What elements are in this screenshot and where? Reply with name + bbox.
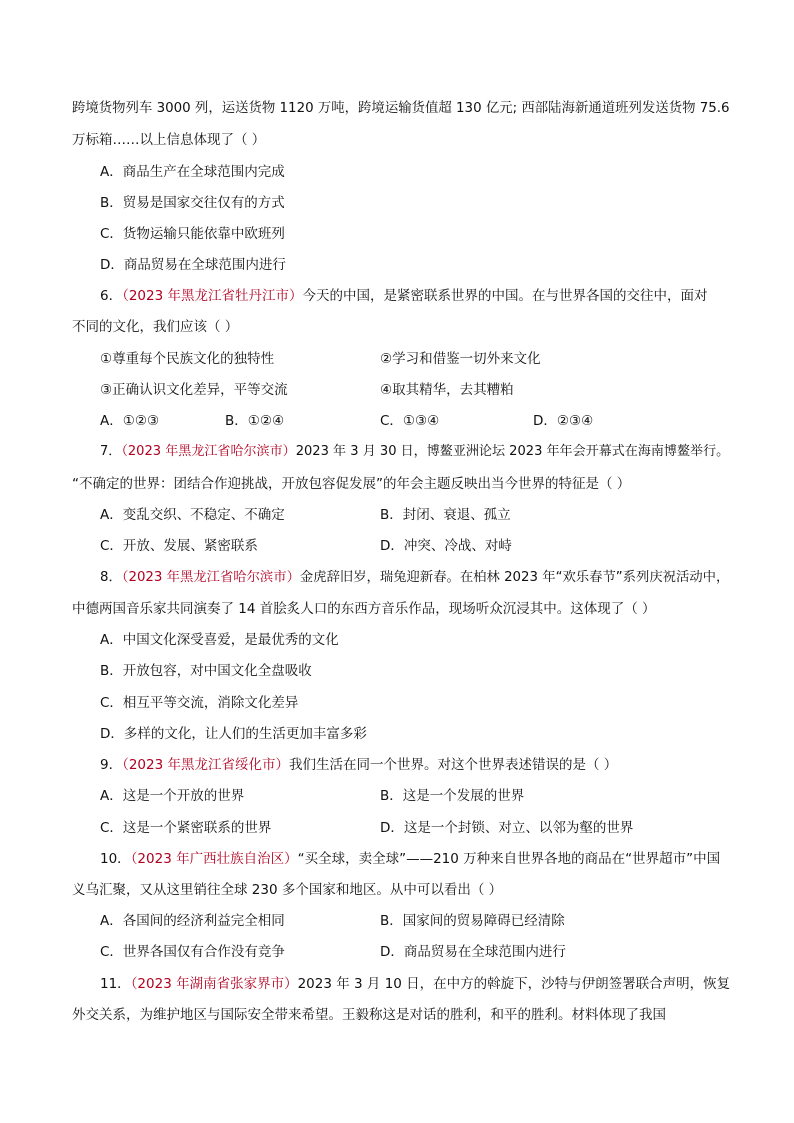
statement-2: ②学习和借鉴一切外来文化: [380, 351, 541, 367]
question-10-stem-2: 义乌汇聚，又从这里销往全球 230 多个国家和地区。从中可以看出（ ）: [72, 882, 503, 898]
question-text: “买全球，卖全球”——210 万种来自世界各地的商品在“世界超市”中国: [297, 851, 721, 867]
option-a: A．各国间的经济利益完全相同: [100, 913, 285, 929]
question-8-option-c: C．相互平等交流，消除文化差异: [100, 695, 299, 711]
intro-option-a: A．商品生产在全球范围内完成: [100, 164, 285, 180]
option-d: D．商品贸易在全球范围内进行: [380, 944, 566, 960]
question-text: 今天的中国，是紧密联系世界的中国。在与世界各国的交往中，面对: [302, 288, 708, 304]
option-c: C．开放、发展、紧密联系: [100, 538, 258, 554]
question-7-stem: [100, 442, 729, 462]
question-8-stem: [100, 568, 729, 588]
question-number: 8．: [100, 570, 122, 585]
question-text: 2023 年 3 月 30 日，博鳌亚洲论坛 2023 年年会开幕式在海南博鳌举行。: [295, 444, 730, 459]
option-a: A．变乱交织、不稳定、不确定: [100, 507, 285, 523]
option-b: B．①②④: [225, 413, 285, 429]
option-d: D．②③④: [533, 413, 594, 429]
question-10-options-row-2: [100, 942, 566, 962]
question-6-statements-row-1: [100, 349, 541, 369]
question-source: （2023 年黑龙江省牡丹江市）: [122, 288, 303, 304]
question-number: 7．: [100, 444, 122, 459]
question-source: （2023 年湖南省张家界市）: [130, 976, 298, 992]
question-7-stem-2: “不确定的世界：团结合作迎挑战，开放包容促发展”的年会主题反映出当今世界的特征是（ ）: [72, 476, 631, 492]
question-source: （2023 年黑龙江省哈尔滨市）: [121, 570, 300, 585]
option-c: C．世界各国仅有合作没有竞争: [100, 944, 285, 960]
option-d: D．这是一个封锁、对立、以邻为壑的世界: [380, 820, 634, 836]
question-11-stem-2: 外交关系，为维护地区与国际安全带来希望。王毅称这是对话的胜利，和平的胜利。材料体现了我国: [72, 1007, 666, 1023]
question-text: 金虎辞旧岁，瑞兔迎新春。在柏林 2023 年“欢乐春节”系列庆祝活动中，: [299, 570, 730, 585]
question-text: 我们生活在同一个世界。对这个世界表述错误的是（ ）: [289, 757, 618, 773]
question-source: （2023 年黑龙江省哈尔滨市）: [121, 444, 296, 459]
question-9-stem: [100, 755, 617, 775]
option-a: A．①②③: [100, 413, 160, 429]
option-d: D．冲突、冷战、对峙: [380, 538, 512, 554]
intro-line-2: 万标箱……以上信息体现了（ ）: [72, 132, 266, 148]
statement-1: ①尊重每个民族文化的独特性: [100, 351, 275, 367]
intro-line-1: 跨境货物列车 3000 列，运送货物 1120 万吨，跨境运输货值超 130 亿元; 西部陆海新通道班列发送货物 75.6: [72, 101, 730, 116]
question-7-options-row-1: [100, 505, 511, 525]
question-number: 10．: [100, 851, 131, 867]
question-6-stem-2: 不同的文化，我们应该（ ）: [72, 319, 239, 335]
option-b: B．国家间的贸易障碍已经清除: [380, 913, 565, 929]
question-8-option-b: B．开放包容，对中国文化全盘吸收: [100, 663, 312, 679]
question-9-options-row-1: [100, 786, 525, 806]
question-11-stem: [100, 974, 730, 994]
intro-option-b: B．贸易是国家交往仅有的方式: [100, 195, 285, 211]
question-6-statements-row-2: [100, 380, 514, 400]
question-number: 6．: [100, 288, 123, 304]
question-source: （2023 年黑龙江省绥化市）: [122, 757, 289, 773]
question-8-option-a: A．中国文化深受喜爱，是最优秀的文化: [100, 632, 339, 648]
question-9-options-row-2: [100, 818, 634, 838]
statement-4: ④取其精华，去其糟粕: [380, 382, 514, 398]
question-number: 11．: [100, 976, 131, 992]
option-a: A．这是一个开放的世界: [100, 788, 245, 804]
question-number: 9．: [100, 757, 123, 773]
question-text: 2023 年 3 月 10 日，在中方的斡旋下，沙特与伊朗签署联合声明，恢复: [297, 976, 731, 992]
question-8-stem-2: 中德两国音乐家共同演奏了 14 首脍炙人口的东西方音乐作品，现场听众沉浸其中。这体现了（ ）: [72, 601, 656, 617]
question-6-options: [100, 411, 594, 431]
question-10-stem: [100, 849, 720, 869]
option-c: C．①③④: [380, 413, 440, 429]
question-10-options-row-1: [100, 911, 565, 931]
option-b: B．这是一个发展的世界: [380, 788, 525, 804]
question-source: （2023 年广西壮族自治区）: [130, 851, 298, 867]
option-c: C．这是一个紧密联系的世界: [100, 820, 272, 836]
intro-option-d: D．商品贸易在全球范围内进行: [100, 257, 286, 273]
intro-option-c: C．货物运输只能依靠中欧班列: [100, 226, 285, 242]
question-7-options-row-2: [100, 536, 512, 556]
option-b: B．封闭、衰退、孤立: [380, 507, 511, 523]
question-6-stem: [100, 286, 708, 306]
statement-3: ③正确认识文化差异，平等交流: [100, 382, 288, 398]
question-8-option-d: D．多样的文化，让人们的生活更加丰富多彩: [100, 726, 367, 742]
